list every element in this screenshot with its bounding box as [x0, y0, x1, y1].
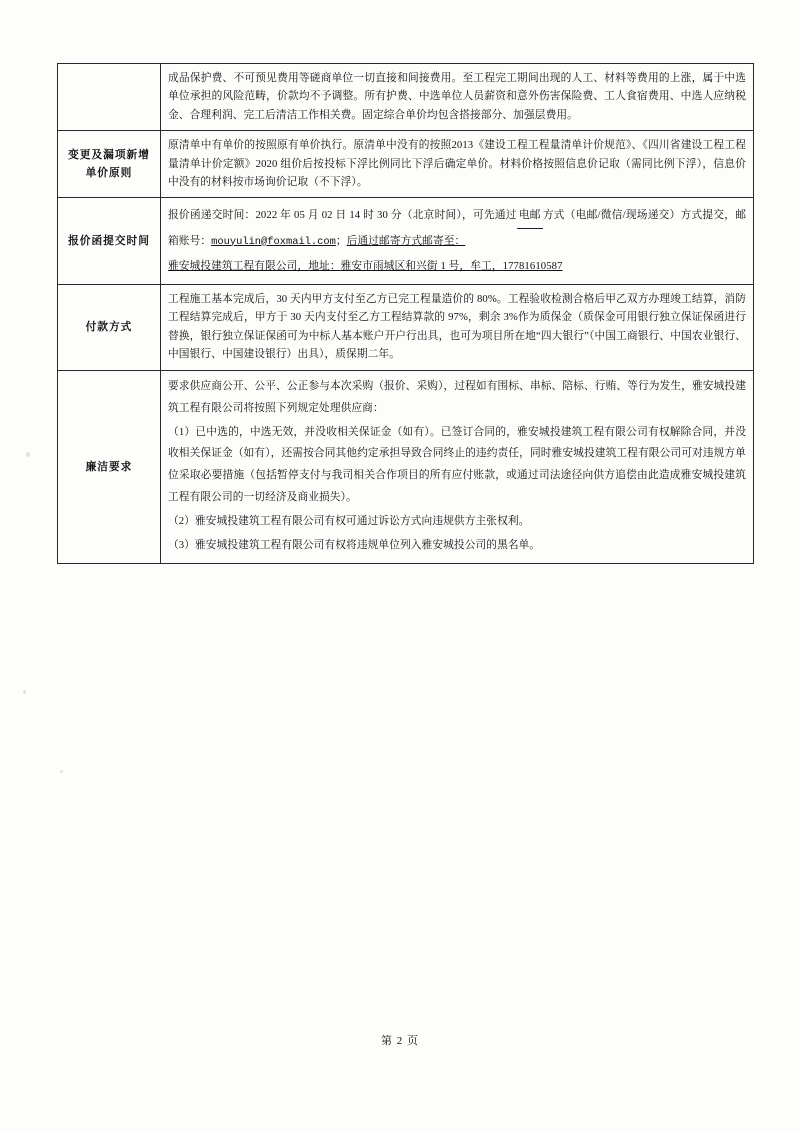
label-line: 付款方式: [85, 321, 133, 334]
paragraph: 原清单中有单价的按照原有单价执行。原清单中没有的按照2013《建设工程工程量清单计价规范》、《四川省建设工程工程量清单计价定额》2020 组价后按投标下浮比例同比下浮后确定单价。材料价格按照信息价记取（需同比例下浮），信息价中没有的材料按市场询价记取（不下浮）。: [168, 139, 746, 189]
delivery-method-blank: 电邮: [517, 203, 543, 228]
paragraph: （3）雅安城投建筑工程有限公司有权将违规单位列入雅安城投公司的黑名单。: [168, 539, 541, 552]
email-address: mouyulin@foxmail.com: [211, 235, 336, 248]
label-line: 变更及漏项新增: [68, 148, 150, 161]
contact-sep: ，: [459, 259, 471, 272]
page-footer: 第 2 页: [381, 1035, 419, 1047]
table-row: [58, 285, 754, 371]
row-body-change-pricing: [161, 131, 754, 198]
paragraph: 要求供应商公开、公平、公正参与本次采购（报价、采购），过程如有围标、串标、陪标、行贿、等行为发生，雅安城投建筑工程有限公司将按照下列规定处理供应商：: [168, 379, 746, 414]
scan-speck: [60, 770, 63, 773]
label-line: 单价原则: [85, 167, 133, 180]
table-row: [58, 370, 754, 564]
table-row: [58, 64, 754, 131]
address-text: ，地址：: [297, 259, 341, 272]
company-name: 雅安城投建筑工程有限公司: [168, 259, 298, 272]
row-body-continuation: [161, 64, 754, 131]
table-row: [58, 131, 754, 198]
row-body-payment: [161, 285, 754, 371]
row-label-change-pricing: [58, 131, 161, 198]
phone-sep: ，: [491, 259, 503, 272]
scan-speck: [26, 452, 30, 457]
contact-phone: 17781610587: [502, 259, 563, 272]
row-body-submission-time: [161, 198, 754, 285]
row-label-continuation: [58, 64, 161, 131]
row-label-submission-time: [58, 198, 161, 285]
label-line: 廉洁要求: [85, 460, 133, 473]
paragraph-submission: 报价函递交时间：2022 年 05 月 02 日 14 时 30 分（北京时间），可先通过 电邮 方式（电邮/微信/现场递交）方式提交，邮箱账号：mouyulin@foxmail.com；后通过邮寄方式邮寄至： 雅安城投建筑工程有限公司，地址：雅安市雨城区和兴街 1 号，牟工，17781610587: [168, 203, 746, 278]
table-row: [58, 198, 754, 285]
row-body-integrity: [161, 370, 754, 564]
address-value: 雅安市雨城区和兴街 1 号: [340, 259, 460, 272]
mail-note: 后通过邮寄方式邮寄至：: [346, 234, 466, 247]
contact-person: 牟工: [470, 259, 492, 272]
scan-speck: [23, 690, 26, 694]
paragraph: （1）已中选的，中选无效，并没收相关保证金（如有）。已签订合同的，雅安城投建筑工程有限公司有权解除合同，并没收相关保证金（如有），还需按合同其他约定承担导致合同终止的违约责任，同时雅安城投建筑工程有限公司可对违规方单位采取必要措施（包括暂停支付与我司相关合作项目的所有应付账款，或通过司法途径向供方追偿由此造成雅安城投建筑工程有限公司的一切经济及商业损失）。: [168, 425, 746, 504]
row-label-integrity: [58, 370, 161, 564]
paragraph: 成品保护费、不可预见费用等磋商单位一切直接和间接费用。至工程完工期间出现的人工、材料等费用的上涨，属于中选单位承担的风险范畴，价款均不予调整。所有护费、中选单位人员薪资和意外伤害保险费、工人食宿费用、中选人应纳税金、合理利润、完工后清洁工作相关费。固定综合单价均包含搭接部分、加强层费用。: [168, 72, 746, 121]
paragraph: 工程施工基本完成后，30 天内甲方支付至乙方已完工程量造价的 80%。工程验收检测合格后甲乙双方办理竣工结算，消防工程结算完成后，甲方于 30 天内支付至乙方工程结算款的 97%，剩余 3%作为质保金（质保金可用银行独立保证保函进行替换，银行独立保证保函可为中标人基本账户开户行出具，也可为项目所在地“四大银行”（中国工商银行、中国农业银行、中国银行、中国建设银行）出具），质保期二年。: [168, 293, 746, 361]
row-label-payment: [58, 285, 161, 371]
contract-terms-table: [57, 63, 754, 564]
label-line: 报价函提交时间: [68, 235, 150, 248]
paragraph: （2）雅安城投建筑工程有限公司有权可通过诉讼方式向违规供方主张权利。: [168, 515, 530, 528]
